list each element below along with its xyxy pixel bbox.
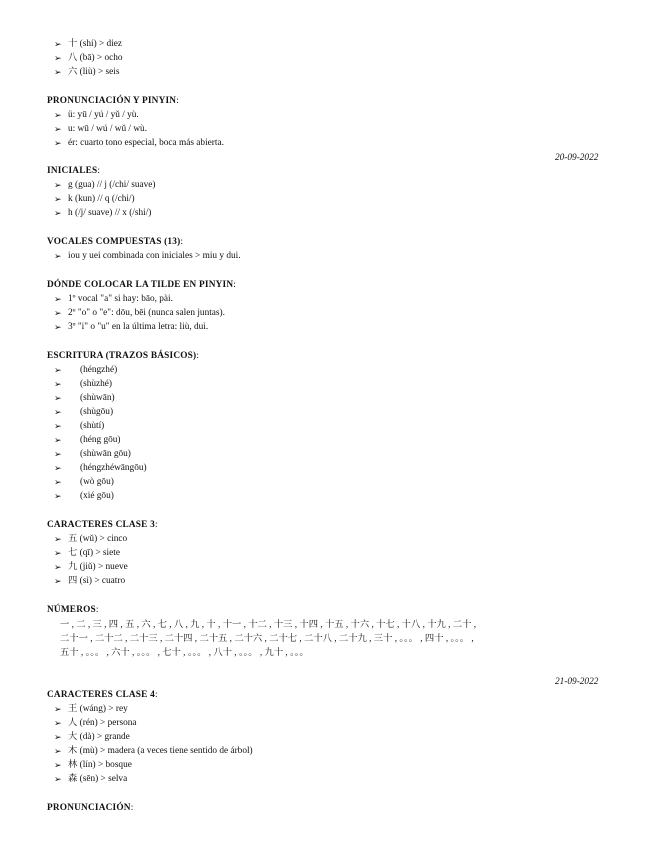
bullet-icon: ➢ xyxy=(54,774,62,784)
list-item: (shùgōu) xyxy=(80,407,114,417)
bullet-icon: ➢ xyxy=(54,718,62,728)
bullet-icon: ➢ xyxy=(54,576,62,586)
list-item: (shùtí) xyxy=(80,421,105,431)
section-heading: VOCALES COMPUESTAS (13): xyxy=(47,237,183,247)
bullet-icon: ➢ xyxy=(54,732,62,742)
numbers-line: 二十一 , 二十二 , 二十三 , 二十四 , 二十五 , 二十六 , 二十七 , 二十八 , 二十九 , 三十 , 。。。 , 四十 , 。。。 , xyxy=(60,634,474,644)
list-item: ér: cuarto tono especial, boca más abierta. xyxy=(68,138,224,148)
list-item: 大 (dà) > grande xyxy=(68,732,130,742)
list-item: g (gua) // j (/chi/ suave) xyxy=(68,180,156,190)
bullet-icon: ➢ xyxy=(54,138,62,148)
section-heading: ESCRITURA (TRAZOS BÁSICOS): xyxy=(47,351,199,361)
bullet-icon: ➢ xyxy=(54,407,62,417)
list-item: 3º "i" o "u" en la última letra: liù, duì. xyxy=(68,322,209,332)
list-item: 九 (jiǔ) > nueve xyxy=(68,562,128,572)
bullet-icon: ➢ xyxy=(54,562,62,572)
list-item: 十 (shí) > diez xyxy=(68,39,123,49)
bullet-icon: ➢ xyxy=(54,548,62,558)
list-item: 人 (rén) > persona xyxy=(68,718,137,728)
list-item: 四 (sì) > cuatro xyxy=(68,576,126,586)
bullet-icon: ➢ xyxy=(54,67,62,77)
bullet-icon: ➢ xyxy=(54,39,62,49)
bullet-icon: ➢ xyxy=(54,435,62,445)
bullet-icon: ➢ xyxy=(54,110,62,120)
list-item: ü: yū / yú / yǔ / yù. xyxy=(68,110,139,120)
bullet-icon: ➢ xyxy=(54,393,62,403)
bullet-icon: ➢ xyxy=(54,449,62,459)
list-item: iou y uei combinada con iniciales > miu y dui. xyxy=(68,251,241,261)
numbers-line: 五十 , 。。。 , 六十 , 。。。 , 七十 , 。。。 , 八十 , 。。。 , 九十 , 。。。 xyxy=(60,648,309,658)
bullet-icon: ➢ xyxy=(54,308,62,318)
section-heading: INICIALES: xyxy=(47,166,100,176)
bullet-icon: ➢ xyxy=(54,760,62,770)
list-item: 七 (qī) > siete xyxy=(68,548,120,558)
list-item: h (/j/ suave) // x (/shi/) xyxy=(68,208,152,218)
bullet-icon: ➢ xyxy=(54,365,62,375)
bullet-icon: ➢ xyxy=(54,704,62,714)
list-item: 木 (mù) > madera (a veces tiene sentido de árbol) xyxy=(68,746,253,756)
list-item: (wò gōu) xyxy=(80,477,114,487)
bullet-icon: ➢ xyxy=(54,491,62,501)
numbers-line: 一 , 二 , 三 , 四 , 五 , 六 , 七 , 八 , 九 , 十 , 十一 , 十二 , 十三 , 十四 , 十五 , 十六 , 十七 , 十八 , 十九 , 二十 , xyxy=(60,620,477,630)
bullet-icon: ➢ xyxy=(54,477,62,487)
list-item: k (kun) // q (/chi/) xyxy=(68,194,135,204)
bullet-icon: ➢ xyxy=(54,194,62,204)
date-label: 21-09-2022 xyxy=(555,677,599,687)
list-item: (héngzhé) xyxy=(80,365,118,375)
bullet-icon: ➢ xyxy=(54,180,62,190)
list-item: 八 (bā) > ocho xyxy=(68,53,123,63)
bullet-icon: ➢ xyxy=(54,746,62,756)
list-item: u: wū / wú / wǔ / wù. xyxy=(68,124,148,134)
list-item: 五 (wǔ) > cinco xyxy=(68,534,128,544)
section-heading: PRONUNCIACIÓN Y PINYIN: xyxy=(47,96,179,106)
list-item: 六 (liù) > seis xyxy=(68,67,120,77)
section-heading: NÚMEROS: xyxy=(47,605,99,615)
list-item: (shùwān gōu) xyxy=(80,449,131,459)
bullet-icon: ➢ xyxy=(54,53,62,63)
section-heading: CARACTERES CLASE 4: xyxy=(47,690,158,700)
list-item: 森 (sēn) > selva xyxy=(68,774,128,784)
bullet-icon: ➢ xyxy=(54,294,62,304)
bullet-icon: ➢ xyxy=(54,534,62,544)
section-heading: PRONUNCIACIÓN: xyxy=(47,803,134,813)
list-item: (xié gōu) xyxy=(80,491,114,501)
list-item: 王 (wáng) > rey xyxy=(68,704,128,714)
list-item: (héngzhéwāngōu) xyxy=(80,463,147,473)
bullet-icon: ➢ xyxy=(54,379,62,389)
section-heading: DÓNDE COLOCAR LA TILDE EN PINYIN: xyxy=(47,280,236,290)
list-item: (shùwān) xyxy=(80,393,115,403)
bullet-icon: ➢ xyxy=(54,124,62,134)
list-item: 1º vocal "a" si hay: bāo, pài. xyxy=(68,294,173,304)
list-item: (héng gōu) xyxy=(80,435,121,445)
bullet-icon: ➢ xyxy=(54,251,62,261)
bullet-icon: ➢ xyxy=(54,421,62,431)
list-item: 林 (lín) > bosque xyxy=(68,760,132,770)
list-item: 2º "o" o "e": dōu, bēi (nunca salen juntas). xyxy=(68,308,225,318)
bullet-icon: ➢ xyxy=(54,208,62,218)
section-heading: CARACTERES CLASE 3: xyxy=(47,520,158,530)
bullet-icon: ➢ xyxy=(54,463,62,473)
list-item: (shùzhé) xyxy=(80,379,113,389)
date-label: 20-09-2022 xyxy=(555,153,599,163)
bullet-icon: ➢ xyxy=(54,322,62,332)
